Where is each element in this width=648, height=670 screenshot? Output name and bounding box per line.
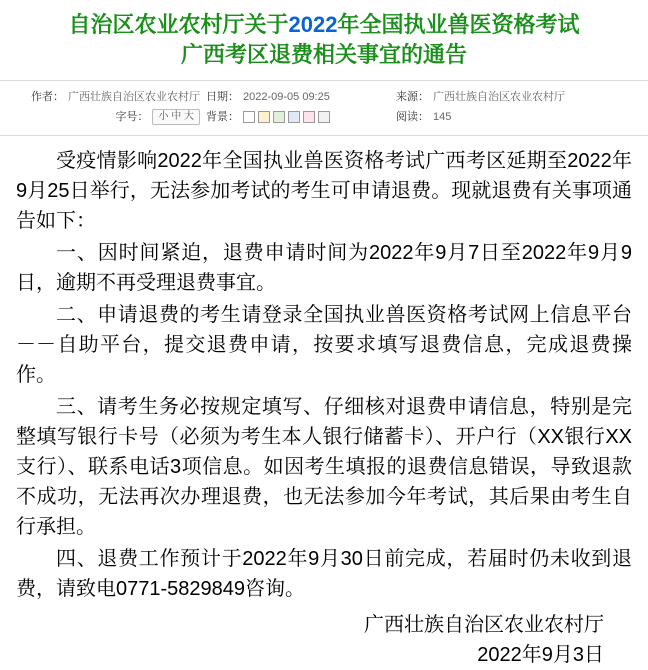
meta-author-value: 广西壮族自治区农业农村厅 (68, 91, 200, 103)
meta-author (0, 88, 206, 106)
meta-background-label: 背景： (206, 111, 239, 123)
background-swatch-1[interactable] (243, 111, 255, 123)
meta-date-value: 2022-09-05 09:25 (243, 91, 330, 103)
fontsize-selector[interactable]: 小 中 大 (152, 109, 200, 125)
body-paragraph: 二、申请退费的考生请登录全国执业兽医资格考试网上信息平台－－自助平台，提交退费申请，按要求填写退费信息，完成退费操作。 (16, 304, 632, 386)
meta-author-label: 作者： (31, 91, 64, 103)
title-part-year: 2022 (288, 12, 338, 37)
meta-reads-value: 145 (433, 111, 452, 123)
article-title (0, 0, 648, 74)
document-signature: 广西壮族自治区农业农村厅 (364, 614, 604, 636)
background-swatch-4[interactable] (288, 111, 300, 123)
title-part-suffix: 年全国执业兽医资格考试 (337, 12, 580, 37)
background-swatch-6[interactable] (318, 111, 330, 123)
meta-fontsize (0, 108, 206, 126)
title-line-1 (18, 10, 630, 40)
meta-row-2 (0, 107, 648, 127)
meta-reads-label: 阅读： (396, 111, 429, 123)
body-paragraph: 三、请考生务必按规定填写、仔细核对退费申请信息，特别是完整填写银行卡号（必须为考生本人银行储蓄卡）、开户行（XX银行XX支行）、联系电话3项信息。如因考生填报的退费信息错误，导致退款不成功，无法再次办理退费，也无法参加今年考试，其后果由考生自行承担。 (16, 396, 632, 538)
body-paragraph: 四、退费工作预计于2022年9月30日前完成，若届时仍未收到退费，请致电0771-5829849咨询。 (16, 548, 632, 600)
article-body (0, 136, 648, 670)
meta-date (206, 88, 396, 106)
meta-fontsize-label: 字号： (115, 111, 149, 123)
document-date: 2022年9月3日 (477, 644, 604, 666)
title-line-2: 广西考区退费相关事宜的通告 (180, 42, 467, 67)
body-paragraph: 受疫情影响2022年全国执业兽医资格考试广西考区延期至2022年9月25日举行，无法参加考试的考生可申请退费。现就退费有关事项通告如下： (16, 150, 632, 232)
meta-date-label: 日期： (206, 91, 239, 103)
background-swatches[interactable] (243, 111, 330, 123)
meta-background (206, 108, 396, 126)
article-meta (0, 80, 648, 136)
meta-source-label: 来源： (396, 91, 429, 103)
meta-row-1 (0, 87, 648, 107)
meta-source-value: 广西壮族自治区农业农村厅 (433, 91, 565, 103)
meta-reads (396, 108, 626, 126)
background-swatch-3[interactable] (273, 111, 285, 123)
background-swatch-5[interactable] (303, 111, 315, 123)
background-swatch-2[interactable] (258, 111, 270, 123)
title-part-prefix: 自治区农业农村厅关于 (68, 12, 289, 37)
meta-source (396, 88, 626, 106)
body-paragraph: 一、因时间紧迫，退费申请时间为2022年9月7日至2022年9月9日，逾期不再受理退费事宜。 (16, 242, 632, 294)
